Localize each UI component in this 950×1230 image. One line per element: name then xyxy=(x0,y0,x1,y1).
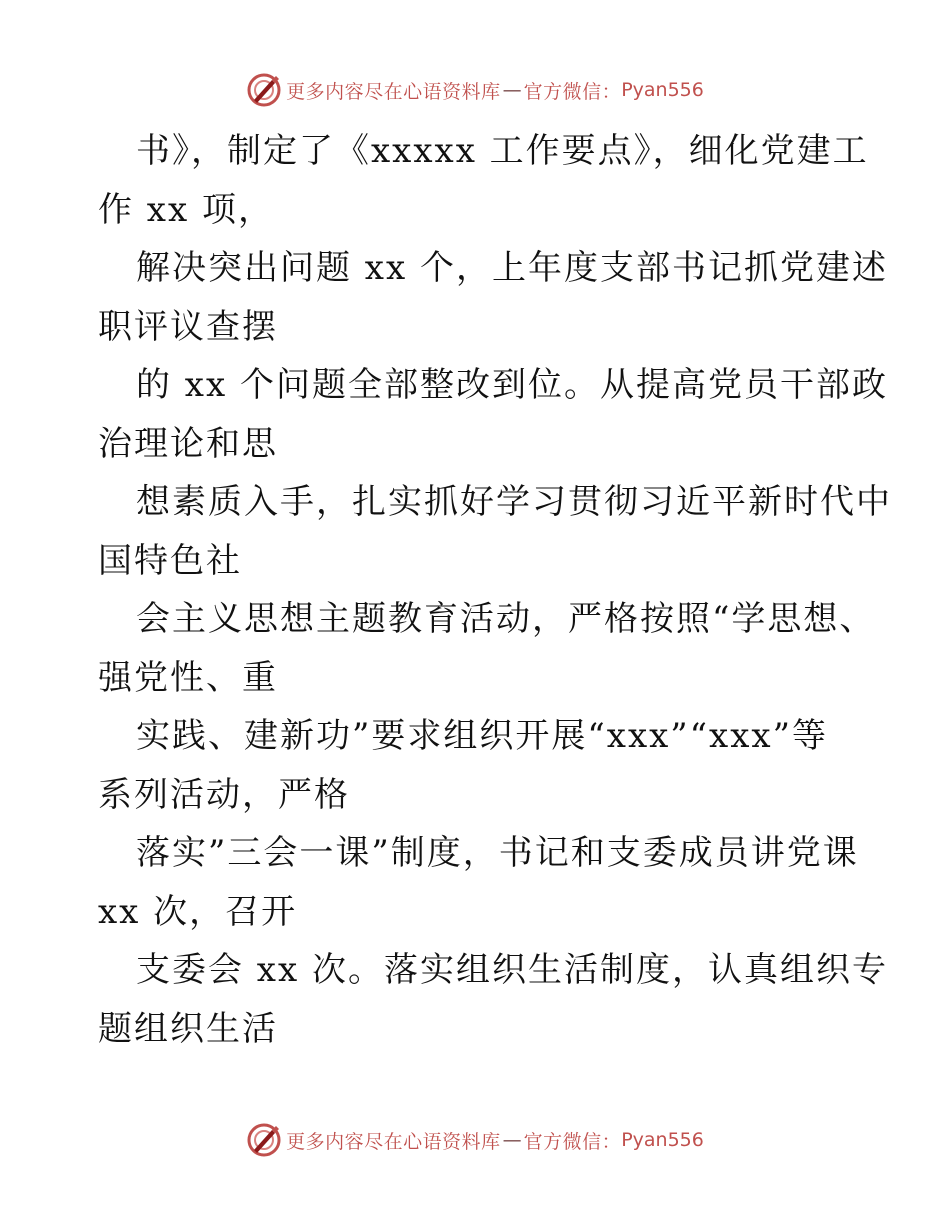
paragraph-line: 强党性、重 xyxy=(98,657,278,698)
paragraph-line: 书》，制定了《xxxxx 工作要点》，细化党建工 xyxy=(136,131,869,171)
watermark-dash: — xyxy=(502,79,522,101)
watermark-dash: — xyxy=(502,1129,522,1151)
paragraph-line: 的 xx 个问题全部整改到位。从提高党员干部政 xyxy=(136,365,888,405)
paragraph-line: 题组织生活 xyxy=(98,1008,278,1049)
paragraph-line: 落实”三会一课”制度，书记和支委成员讲党课 xyxy=(136,833,859,873)
watermark-main-text: 更多内容尽在心语资料库 xyxy=(286,80,501,103)
paragraph-line: 职评议查摆 xyxy=(98,306,278,347)
document-body xyxy=(98,122,892,1058)
watermark-main-text: 更多内容尽在心语资料库 xyxy=(286,1130,501,1153)
paragraph-line: 想素质入手，扎实抓好学习贯彻习近平新时代中 xyxy=(136,482,892,522)
paragraph-line: 支委会 xx 次。落实组织生活制度，认真组织专 xyxy=(136,950,888,990)
watermark-account: Pyan556 xyxy=(621,79,704,101)
pen-logo-icon xyxy=(246,1122,282,1158)
watermark-official-label: 官方微信： xyxy=(523,80,622,103)
pen-logo-icon xyxy=(246,72,282,108)
paragraph-line: 作 xx 项， xyxy=(98,189,274,230)
header-watermark xyxy=(0,70,950,110)
paragraph-line: 系列活动，严格 xyxy=(98,774,350,815)
watermark-account: Pyan556 xyxy=(621,1129,704,1151)
paragraph-line: 国特色社 xyxy=(98,540,242,581)
paragraph-line: xx 次，召开 xyxy=(98,891,298,932)
paragraph-line: 治理论和思 xyxy=(98,423,278,464)
paragraph-line: 实践、建新功”要求组织开展“xxx”“xxx”等 xyxy=(136,716,828,756)
paragraph-line: 解决突出问题 xx 个，上年度支部书记抓党建述 xyxy=(136,248,888,288)
paragraph-line: 会主义思想主题教育活动，严格按照“学思想、 xyxy=(136,599,876,639)
footer-watermark xyxy=(0,1120,950,1160)
watermark-official-label: 官方微信： xyxy=(523,1130,622,1153)
